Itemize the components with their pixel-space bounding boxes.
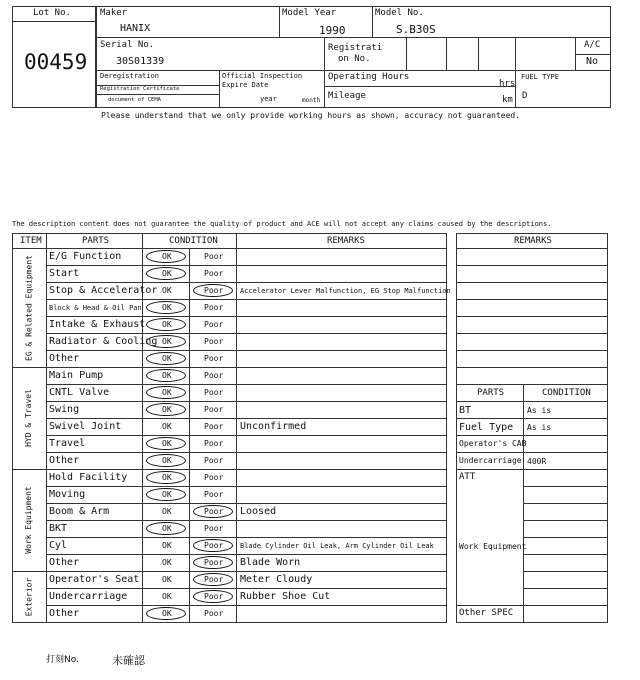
operating-hours-label: Operating Hours bbox=[328, 72, 410, 82]
part-name: Boom & Arm bbox=[49, 506, 110, 517]
right-condition-header: CONDITION bbox=[542, 388, 591, 398]
model-no-value: S.B30S bbox=[396, 23, 436, 36]
part-name: Radiator & Cooling bbox=[49, 336, 158, 347]
row-divider bbox=[46, 418, 447, 419]
part-name: Swing bbox=[49, 404, 80, 415]
row-divider bbox=[46, 554, 447, 555]
poor-option: Poor bbox=[204, 490, 224, 499]
poor-selected-circle bbox=[193, 573, 233, 586]
spec-part-operator-cab: Operator's CAB bbox=[459, 439, 527, 448]
poor-option: Poor bbox=[204, 405, 224, 414]
remark-text: Unconfirmed bbox=[240, 421, 307, 432]
ok-selected-circle bbox=[146, 607, 186, 620]
poor-option: Poor bbox=[204, 269, 224, 278]
ok-selected-circle bbox=[146, 369, 186, 382]
notice-text: Please understand that we only provide working hours as shown, accuracy not guaranteed. bbox=[101, 111, 521, 120]
part-name: Travel bbox=[49, 438, 86, 449]
row-divider bbox=[46, 350, 447, 351]
row-divider bbox=[46, 367, 447, 368]
row-divider bbox=[46, 333, 447, 334]
row-divider bbox=[46, 469, 447, 470]
condition-divider bbox=[189, 435, 190, 452]
ok-option: OK bbox=[162, 405, 172, 414]
ok-selected-circle bbox=[146, 471, 186, 484]
ok-selected-circle bbox=[146, 267, 186, 280]
ok-selected-circle bbox=[146, 437, 186, 450]
right-parts-header: PARTS bbox=[477, 388, 505, 398]
spec-cond-fuel-type: As is bbox=[527, 423, 552, 432]
poor-option: Poor bbox=[204, 422, 224, 431]
ok-option: OK bbox=[162, 269, 172, 278]
condition-divider bbox=[189, 367, 190, 384]
poor-option: Poor bbox=[204, 592, 224, 601]
condition-divider bbox=[189, 333, 190, 350]
ok-option: OK bbox=[162, 592, 172, 601]
poor-option: Poor bbox=[204, 388, 224, 397]
remark-text: Meter Cloudy bbox=[240, 574, 313, 585]
spec-cond-bt: As is bbox=[527, 406, 552, 415]
part-name: E/G Function bbox=[49, 251, 122, 262]
condition-divider bbox=[189, 316, 190, 333]
row-divider bbox=[46, 401, 447, 402]
row-divider bbox=[46, 435, 447, 436]
ok-option: OK bbox=[162, 303, 172, 312]
registration-label-1: Registrati bbox=[328, 43, 383, 53]
remark-text: Loosed bbox=[240, 506, 277, 517]
year-label: year bbox=[260, 95, 277, 103]
poor-option: Poor bbox=[204, 524, 224, 533]
condition-divider bbox=[189, 282, 190, 299]
ok-selected-circle bbox=[146, 454, 186, 467]
condition-divider bbox=[189, 350, 190, 367]
stamp-value: 未確認 bbox=[112, 654, 145, 667]
part-name: BKT bbox=[49, 523, 68, 534]
spec-other-label: Other SPEC bbox=[459, 608, 514, 618]
cema-document-label: document of CEMA bbox=[108, 97, 161, 103]
part-name: Undercarriage bbox=[49, 591, 128, 602]
condition-divider bbox=[189, 503, 190, 520]
col-item-header: ITEM bbox=[20, 236, 42, 246]
remark-text: Blade Cylinder Oil Leak, Arm Cylinder Oil Leak bbox=[240, 542, 434, 550]
spec-part-undercarriage: Undercarriage bbox=[459, 456, 522, 465]
spec-part-fuel-type: Fuel Type bbox=[459, 422, 514, 433]
model-year-label: Model Year bbox=[282, 8, 337, 18]
ok-option: OK bbox=[162, 371, 172, 380]
part-name: Other bbox=[49, 608, 80, 619]
ok-option: OK bbox=[162, 507, 172, 516]
poor-selected-circle bbox=[193, 590, 233, 603]
poor-selected-circle bbox=[193, 539, 233, 552]
remark-text: Rubber Shoe Cut bbox=[240, 591, 331, 602]
ok-option: OK bbox=[162, 252, 172, 261]
poor-option: Poor bbox=[204, 609, 224, 618]
km-label: km bbox=[502, 95, 513, 105]
ok-selected-circle bbox=[146, 386, 186, 399]
poor-selected-circle bbox=[193, 556, 233, 569]
condition-divider bbox=[189, 469, 190, 486]
ok-option: OK bbox=[162, 439, 172, 448]
condition-divider bbox=[189, 384, 190, 401]
ok-option: OK bbox=[162, 337, 172, 346]
condition-divider bbox=[189, 401, 190, 418]
col-condition-header: CONDITION bbox=[169, 236, 218, 246]
serial-label: Serial No. bbox=[100, 40, 155, 50]
serial-value: 30S01339 bbox=[116, 56, 165, 67]
ac-value: No bbox=[586, 56, 599, 67]
poor-selected-circle bbox=[193, 505, 233, 518]
month-label: month bbox=[302, 97, 321, 104]
ok-option: OK bbox=[162, 575, 172, 584]
row-divider bbox=[46, 486, 447, 487]
spec-cond-undercarriage: 400R bbox=[527, 457, 547, 466]
row-divider bbox=[46, 537, 447, 538]
condition-divider bbox=[189, 299, 190, 316]
ok-selected-circle bbox=[146, 250, 186, 263]
model-no-label: Model No. bbox=[375, 8, 424, 18]
part-name: Other bbox=[49, 557, 80, 568]
part-name: Stop & Accelerator bbox=[49, 285, 158, 296]
group-label: Exterior bbox=[24, 577, 33, 616]
poor-option: Poor bbox=[204, 439, 224, 448]
poor-option: Poor bbox=[204, 456, 224, 465]
ok-option: OK bbox=[162, 524, 172, 533]
condition-divider bbox=[189, 571, 190, 588]
fuel-type-value: D bbox=[522, 91, 528, 101]
col-remarks-header: REMARKS bbox=[327, 236, 365, 246]
disclaimer-text: The description content does not guarantee the quality of product and ACE will not accept any claims caused by the descriptions. bbox=[12, 220, 552, 228]
inspection-label-1: Official Inspection bbox=[222, 72, 303, 80]
stamp-label: 打刻No. bbox=[46, 655, 79, 665]
condition-divider bbox=[189, 554, 190, 571]
mileage-label: Mileage bbox=[328, 91, 366, 101]
part-name: Cyl bbox=[49, 540, 68, 551]
ok-option: OK bbox=[162, 320, 172, 329]
remark-text: Blade Worn bbox=[240, 557, 301, 568]
ok-selected-circle bbox=[146, 301, 186, 314]
inspection-label-2: Expire Date bbox=[222, 81, 269, 89]
poor-option: Poor bbox=[204, 558, 224, 567]
fuel-type-label: FUEL TYPE bbox=[521, 73, 559, 81]
hrs-label: hrs bbox=[499, 79, 516, 89]
poor-option: Poor bbox=[204, 575, 224, 584]
row-divider bbox=[46, 384, 447, 385]
ok-selected-circle bbox=[146, 522, 186, 535]
part-name: Operator's Seat bbox=[49, 574, 140, 585]
ok-option: OK bbox=[162, 473, 172, 482]
poor-option: Poor bbox=[204, 320, 224, 329]
ok-selected-circle bbox=[146, 403, 186, 416]
part-name: Swivel Joint bbox=[49, 421, 122, 432]
ok-option: OK bbox=[162, 541, 172, 550]
spec-att-label: ATT bbox=[459, 472, 476, 482]
ok-option: OK bbox=[162, 286, 172, 295]
part-name: Block & Head & Oil Pan bbox=[49, 304, 142, 312]
part-name: Other bbox=[49, 353, 80, 364]
poor-option: Poor bbox=[204, 354, 224, 363]
part-name: Other bbox=[49, 455, 80, 466]
part-name: Moving bbox=[49, 489, 86, 500]
row-divider bbox=[46, 571, 447, 572]
ac-label: A/C bbox=[584, 40, 601, 50]
col-parts-header: PARTS bbox=[82, 236, 110, 246]
ok-selected-circle bbox=[146, 488, 186, 501]
lot-no-value: 00459 bbox=[24, 50, 88, 74]
poor-selected-circle bbox=[193, 284, 233, 297]
registration-certificate-label: Registration Certificate bbox=[100, 86, 180, 92]
ok-option: OK bbox=[162, 388, 172, 397]
group-label: Work Equipment bbox=[24, 486, 33, 554]
poor-option: Poor bbox=[204, 337, 224, 346]
poor-option: Poor bbox=[204, 286, 224, 295]
group-label: HYD & Travel bbox=[24, 389, 33, 447]
ok-option: OK bbox=[162, 354, 172, 363]
condition-divider bbox=[189, 605, 190, 622]
row-divider bbox=[46, 299, 447, 300]
part-name: Intake & Exhaust bbox=[49, 319, 146, 330]
row-divider bbox=[46, 282, 447, 283]
maker-label: Maker bbox=[100, 8, 128, 18]
poor-option: Poor bbox=[204, 303, 224, 312]
ok-selected-circle bbox=[146, 352, 186, 365]
row-divider bbox=[46, 605, 447, 606]
row-divider bbox=[46, 588, 447, 589]
condition-divider bbox=[189, 418, 190, 435]
condition-divider bbox=[189, 265, 190, 282]
condition-divider bbox=[189, 520, 190, 537]
poor-option: Poor bbox=[204, 371, 224, 380]
poor-option: Poor bbox=[204, 507, 224, 516]
spec-part-bt: BT bbox=[459, 405, 472, 416]
ok-option: OK bbox=[162, 456, 172, 465]
row-divider bbox=[46, 520, 447, 521]
row-divider bbox=[46, 452, 447, 453]
row-divider bbox=[46, 316, 447, 317]
ok-option: OK bbox=[162, 490, 172, 499]
group-label: EG & Related Equipment bbox=[24, 254, 33, 361]
poor-option: Poor bbox=[204, 473, 224, 482]
right-remarks-header: REMARKS bbox=[514, 236, 552, 246]
part-name: Hold Facility bbox=[49, 472, 128, 483]
condition-divider bbox=[189, 486, 190, 503]
registration-label-2: on No. bbox=[338, 54, 371, 64]
poor-option: Poor bbox=[204, 541, 224, 550]
condition-divider bbox=[189, 452, 190, 469]
ok-option: OK bbox=[162, 558, 172, 567]
maker-value: HANIX bbox=[120, 23, 151, 34]
part-name: Start bbox=[49, 268, 80, 279]
deregistration-label: Deregistration bbox=[100, 72, 160, 80]
lot-no-label: Lot No. bbox=[33, 8, 71, 18]
remark-text: Accelerator Lever Malfunction, EG Stop Malfunction bbox=[240, 287, 451, 295]
spec-work-equipment-label: Work Equipment bbox=[459, 542, 527, 551]
model-year-value: 1990 bbox=[319, 24, 346, 37]
ok-option: OK bbox=[162, 422, 172, 431]
condition-divider bbox=[189, 248, 190, 265]
poor-option: Poor bbox=[204, 252, 224, 261]
condition-divider bbox=[189, 588, 190, 605]
row-divider bbox=[46, 503, 447, 504]
ok-option: OK bbox=[162, 609, 172, 618]
row-divider bbox=[46, 265, 447, 266]
condition-divider bbox=[189, 537, 190, 554]
ok-selected-circle bbox=[146, 335, 186, 348]
part-name: CNTL Valve bbox=[49, 387, 110, 398]
part-name: Main Pump bbox=[49, 370, 104, 381]
ok-selected-circle bbox=[146, 318, 186, 331]
